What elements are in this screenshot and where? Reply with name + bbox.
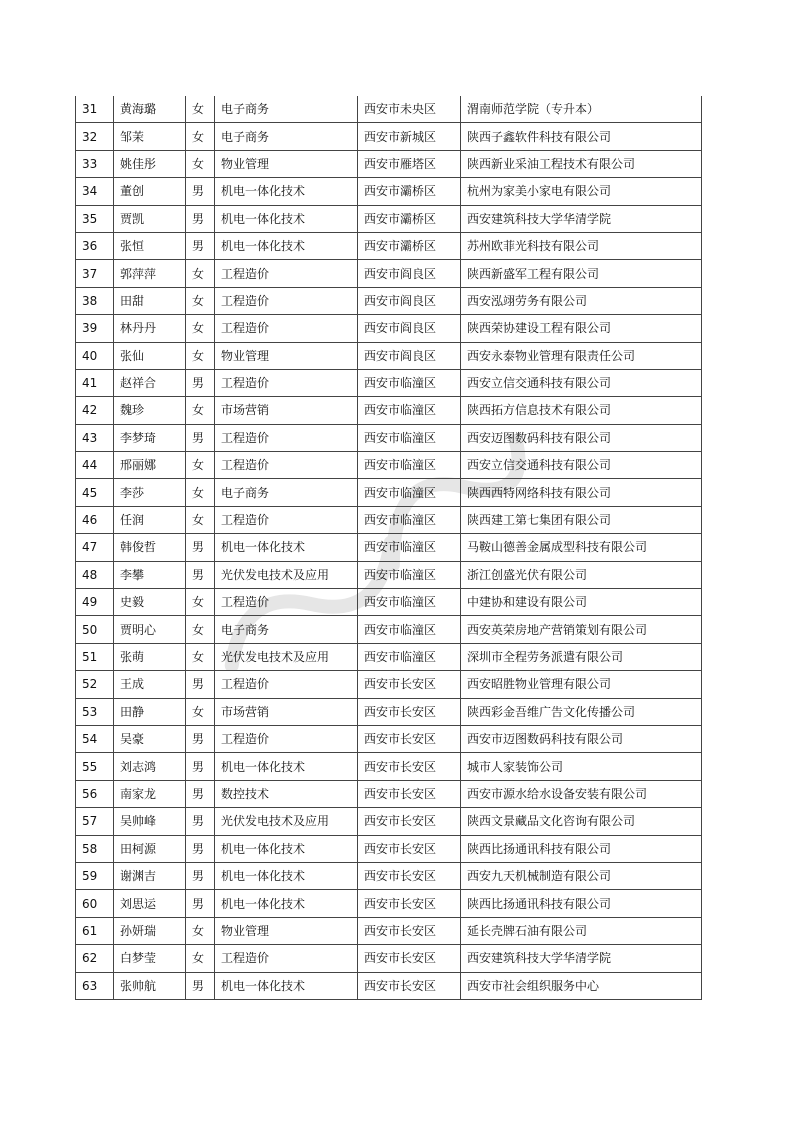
district-cell: 西安市长安区 bbox=[358, 780, 461, 807]
table-row bbox=[76, 917, 702, 944]
row-number-cell: 48 bbox=[76, 561, 114, 588]
gender-cell: 男 bbox=[186, 780, 215, 807]
student-name-cell: 谢渊吉 bbox=[114, 862, 186, 889]
employer-cell: 陕西彩金吾维广告文化传播公司 bbox=[461, 698, 702, 725]
table-row bbox=[76, 342, 702, 369]
table-row bbox=[76, 780, 702, 807]
district-cell: 西安市阎良区 bbox=[358, 287, 461, 314]
major-cell: 工程造价 bbox=[215, 671, 358, 698]
table-row bbox=[76, 178, 702, 205]
row-number-cell: 35 bbox=[76, 205, 114, 232]
major-cell: 电子商务 bbox=[215, 479, 358, 506]
gender-cell: 女 bbox=[186, 698, 215, 725]
table-row bbox=[76, 671, 702, 698]
employer-cell: 西安九天机械制造有限公司 bbox=[461, 862, 702, 889]
gender-cell: 女 bbox=[186, 917, 215, 944]
district-cell: 西安市灞桥区 bbox=[358, 178, 461, 205]
gender-cell: 男 bbox=[186, 862, 215, 889]
major-cell: 工程造价 bbox=[215, 424, 358, 451]
district-cell: 西安市长安区 bbox=[358, 890, 461, 917]
district-cell: 西安市阎良区 bbox=[358, 260, 461, 287]
roster-body bbox=[76, 96, 702, 999]
student-name-cell: 李梦琦 bbox=[114, 424, 186, 451]
gender-cell: 男 bbox=[186, 424, 215, 451]
student-name-cell: 刘志鸿 bbox=[114, 753, 186, 780]
employer-cell: 西安泓翊劳务有限公司 bbox=[461, 287, 702, 314]
employer-cell: 陕西拓方信息技术有限公司 bbox=[461, 397, 702, 424]
district-cell: 西安市雁塔区 bbox=[358, 150, 461, 177]
table-row bbox=[76, 890, 702, 917]
table-row bbox=[76, 616, 702, 643]
district-cell: 西安市灞桥区 bbox=[358, 232, 461, 259]
table-row bbox=[76, 506, 702, 533]
table-row bbox=[76, 534, 702, 561]
gender-cell: 女 bbox=[186, 643, 215, 670]
table-row bbox=[76, 150, 702, 177]
major-cell: 物业管理 bbox=[215, 150, 358, 177]
student-name-cell: 史毅 bbox=[114, 589, 186, 616]
table-row bbox=[76, 452, 702, 479]
major-cell: 机电一体化技术 bbox=[215, 232, 358, 259]
district-cell: 西安市长安区 bbox=[358, 698, 461, 725]
major-cell: 工程造价 bbox=[215, 452, 358, 479]
row-number-cell: 51 bbox=[76, 643, 114, 670]
district-cell: 西安市灞桥区 bbox=[358, 205, 461, 232]
row-number-cell: 41 bbox=[76, 369, 114, 396]
district-cell: 西安市阎良区 bbox=[358, 342, 461, 369]
gender-cell: 女 bbox=[186, 506, 215, 533]
student-name-cell: 林丹丹 bbox=[114, 315, 186, 342]
district-cell: 西安市临潼区 bbox=[358, 479, 461, 506]
table-row bbox=[76, 315, 702, 342]
student-name-cell: 白梦莹 bbox=[114, 945, 186, 972]
row-number-cell: 40 bbox=[76, 342, 114, 369]
employer-cell: 西安永泰物业管理有限责任公司 bbox=[461, 342, 702, 369]
district-cell: 西安市临潼区 bbox=[358, 397, 461, 424]
gender-cell: 男 bbox=[186, 890, 215, 917]
graduate-roster-table bbox=[75, 96, 702, 1000]
student-name-cell: 张帅航 bbox=[114, 972, 186, 999]
employer-cell: 陕西西特网络科技有限公司 bbox=[461, 479, 702, 506]
major-cell: 工程造价 bbox=[215, 287, 358, 314]
employer-cell: 西安市迈图数码科技有限公司 bbox=[461, 725, 702, 752]
major-cell: 机电一体化技术 bbox=[215, 862, 358, 889]
gender-cell: 女 bbox=[186, 96, 215, 123]
major-cell: 机电一体化技术 bbox=[215, 972, 358, 999]
employer-cell: 浙江创盛光伏有限公司 bbox=[461, 561, 702, 588]
employer-cell: 延长壳牌石油有限公司 bbox=[461, 917, 702, 944]
row-number-cell: 47 bbox=[76, 534, 114, 561]
row-number-cell: 53 bbox=[76, 698, 114, 725]
student-name-cell: 邢丽娜 bbox=[114, 452, 186, 479]
gender-cell: 女 bbox=[186, 123, 215, 150]
student-name-cell: 郭萍萍 bbox=[114, 260, 186, 287]
table-row bbox=[76, 753, 702, 780]
major-cell: 数控技术 bbox=[215, 780, 358, 807]
student-name-cell: 李莎 bbox=[114, 479, 186, 506]
major-cell: 工程造价 bbox=[215, 945, 358, 972]
table-row bbox=[76, 479, 702, 506]
district-cell: 西安市临潼区 bbox=[358, 561, 461, 588]
table-row bbox=[76, 589, 702, 616]
district-cell: 西安市临潼区 bbox=[358, 589, 461, 616]
major-cell: 工程造价 bbox=[215, 315, 358, 342]
gender-cell: 男 bbox=[186, 534, 215, 561]
district-cell: 西安市阎良区 bbox=[358, 315, 461, 342]
table-row bbox=[76, 397, 702, 424]
gender-cell: 男 bbox=[186, 671, 215, 698]
major-cell: 机电一体化技术 bbox=[215, 534, 358, 561]
row-number-cell: 60 bbox=[76, 890, 114, 917]
employer-cell: 西安立信交通科技有限公司 bbox=[461, 369, 702, 396]
major-cell: 市场营销 bbox=[215, 698, 358, 725]
row-number-cell: 50 bbox=[76, 616, 114, 643]
employer-cell: 西安英荣房地产营销策划有限公司 bbox=[461, 616, 702, 643]
major-cell: 电子商务 bbox=[215, 96, 358, 123]
row-number-cell: 52 bbox=[76, 671, 114, 698]
table-row bbox=[76, 808, 702, 835]
table-row bbox=[76, 424, 702, 451]
major-cell: 工程造价 bbox=[215, 369, 358, 396]
gender-cell: 女 bbox=[186, 589, 215, 616]
gender-cell: 男 bbox=[186, 972, 215, 999]
gender-cell: 男 bbox=[186, 753, 215, 780]
gender-cell: 女 bbox=[186, 452, 215, 479]
student-name-cell: 张萌 bbox=[114, 643, 186, 670]
major-cell: 机电一体化技术 bbox=[215, 890, 358, 917]
student-name-cell: 韩俊哲 bbox=[114, 534, 186, 561]
employer-cell: 西安建筑科技大学华清学院 bbox=[461, 945, 702, 972]
row-number-cell: 43 bbox=[76, 424, 114, 451]
employer-cell: 中建协和建设有限公司 bbox=[461, 589, 702, 616]
employer-cell: 陕西荣协建设工程有限公司 bbox=[461, 315, 702, 342]
gender-cell: 男 bbox=[186, 725, 215, 752]
table-row bbox=[76, 835, 702, 862]
row-number-cell: 62 bbox=[76, 945, 114, 972]
student-name-cell: 孙妍瑞 bbox=[114, 917, 186, 944]
major-cell: 工程造价 bbox=[215, 725, 358, 752]
student-name-cell: 田甜 bbox=[114, 287, 186, 314]
employer-cell: 陕西新业采油工程技术有限公司 bbox=[461, 150, 702, 177]
gender-cell: 女 bbox=[186, 287, 215, 314]
district-cell: 西安市临潼区 bbox=[358, 534, 461, 561]
student-name-cell: 田柯源 bbox=[114, 835, 186, 862]
district-cell: 西安市临潼区 bbox=[358, 643, 461, 670]
district-cell: 西安市临潼区 bbox=[358, 506, 461, 533]
student-name-cell: 赵祥合 bbox=[114, 369, 186, 396]
major-cell: 光伏发电技术及应用 bbox=[215, 561, 358, 588]
major-cell: 机电一体化技术 bbox=[215, 753, 358, 780]
district-cell: 西安市未央区 bbox=[358, 96, 461, 123]
table-row bbox=[76, 260, 702, 287]
gender-cell: 男 bbox=[186, 369, 215, 396]
student-name-cell: 南家龙 bbox=[114, 780, 186, 807]
row-number-cell: 38 bbox=[76, 287, 114, 314]
district-cell: 西安市长安区 bbox=[358, 808, 461, 835]
gender-cell: 男 bbox=[186, 835, 215, 862]
district-cell: 西安市长安区 bbox=[358, 917, 461, 944]
row-number-cell: 39 bbox=[76, 315, 114, 342]
row-number-cell: 54 bbox=[76, 725, 114, 752]
row-number-cell: 37 bbox=[76, 260, 114, 287]
row-number-cell: 45 bbox=[76, 479, 114, 506]
gender-cell: 女 bbox=[186, 315, 215, 342]
employer-cell: 西安建筑科技大学华清学院 bbox=[461, 205, 702, 232]
table-row bbox=[76, 972, 702, 999]
employer-cell: 陕西新盛军工程有限公司 bbox=[461, 260, 702, 287]
employer-cell: 西安迈图数码科技有限公司 bbox=[461, 424, 702, 451]
gender-cell: 女 bbox=[186, 397, 215, 424]
table-row bbox=[76, 287, 702, 314]
district-cell: 西安市临潼区 bbox=[358, 424, 461, 451]
row-number-cell: 46 bbox=[76, 506, 114, 533]
row-number-cell: 32 bbox=[76, 123, 114, 150]
row-number-cell: 49 bbox=[76, 589, 114, 616]
student-name-cell: 黄海璐 bbox=[114, 96, 186, 123]
employer-cell: 西安昭胜物业管理有限公司 bbox=[461, 671, 702, 698]
major-cell: 市场营销 bbox=[215, 397, 358, 424]
district-cell: 西安市临潼区 bbox=[358, 452, 461, 479]
major-cell: 机电一体化技术 bbox=[215, 178, 358, 205]
employer-cell: 陕西比扬通讯科技有限公司 bbox=[461, 835, 702, 862]
employer-cell: 苏州欧菲光科技有限公司 bbox=[461, 232, 702, 259]
row-number-cell: 34 bbox=[76, 178, 114, 205]
gender-cell: 男 bbox=[186, 205, 215, 232]
major-cell: 物业管理 bbox=[215, 917, 358, 944]
student-name-cell: 张恒 bbox=[114, 232, 186, 259]
table-row bbox=[76, 698, 702, 725]
district-cell: 西安市长安区 bbox=[358, 753, 461, 780]
major-cell: 工程造价 bbox=[215, 506, 358, 533]
employer-cell: 陕西建工第七集团有限公司 bbox=[461, 506, 702, 533]
gender-cell: 男 bbox=[186, 561, 215, 588]
student-name-cell: 魏珍 bbox=[114, 397, 186, 424]
employer-cell: 陕西子鑫软件科技有限公司 bbox=[461, 123, 702, 150]
row-number-cell: 44 bbox=[76, 452, 114, 479]
table-row bbox=[76, 232, 702, 259]
district-cell: 西安市临潼区 bbox=[358, 616, 461, 643]
student-name-cell: 吴豪 bbox=[114, 725, 186, 752]
district-cell: 西安市临潼区 bbox=[358, 369, 461, 396]
major-cell: 光伏发电技术及应用 bbox=[215, 643, 358, 670]
major-cell: 电子商务 bbox=[215, 616, 358, 643]
table-row bbox=[76, 643, 702, 670]
student-name-cell: 贾凯 bbox=[114, 205, 186, 232]
district-cell: 西安市长安区 bbox=[358, 725, 461, 752]
district-cell: 西安市长安区 bbox=[358, 862, 461, 889]
student-name-cell: 姚佳彤 bbox=[114, 150, 186, 177]
row-number-cell: 55 bbox=[76, 753, 114, 780]
student-name-cell: 任润 bbox=[114, 506, 186, 533]
gender-cell: 女 bbox=[186, 260, 215, 287]
row-number-cell: 31 bbox=[76, 96, 114, 123]
district-cell: 西安市新城区 bbox=[358, 123, 461, 150]
gender-cell: 女 bbox=[186, 479, 215, 506]
major-cell: 机电一体化技术 bbox=[215, 205, 358, 232]
student-name-cell: 吴帅峰 bbox=[114, 808, 186, 835]
employer-cell: 马鞍山德善金属成型科技有限公司 bbox=[461, 534, 702, 561]
major-cell: 物业管理 bbox=[215, 342, 358, 369]
district-cell: 西安市长安区 bbox=[358, 835, 461, 862]
district-cell: 西安市长安区 bbox=[358, 945, 461, 972]
row-number-cell: 58 bbox=[76, 835, 114, 862]
major-cell: 工程造价 bbox=[215, 589, 358, 616]
student-name-cell: 张仙 bbox=[114, 342, 186, 369]
gender-cell: 男 bbox=[186, 178, 215, 205]
student-name-cell: 董创 bbox=[114, 178, 186, 205]
student-name-cell: 刘思运 bbox=[114, 890, 186, 917]
major-cell: 工程造价 bbox=[215, 260, 358, 287]
employer-cell: 渭南师范学院（专升本） bbox=[461, 96, 702, 123]
employer-cell: 城市人家装饰公司 bbox=[461, 753, 702, 780]
student-name-cell: 贾明心 bbox=[114, 616, 186, 643]
employer-cell: 西安市社会组织服务中心 bbox=[461, 972, 702, 999]
major-cell: 光伏发电技术及应用 bbox=[215, 808, 358, 835]
gender-cell: 女 bbox=[186, 342, 215, 369]
gender-cell: 女 bbox=[186, 616, 215, 643]
table-row bbox=[76, 96, 702, 123]
table-row bbox=[76, 561, 702, 588]
student-name-cell: 邹茉 bbox=[114, 123, 186, 150]
major-cell: 机电一体化技术 bbox=[215, 835, 358, 862]
gender-cell: 男 bbox=[186, 232, 215, 259]
employer-cell: 陕西文景藏品文化咨询有限公司 bbox=[461, 808, 702, 835]
table-row bbox=[76, 725, 702, 752]
gender-cell: 男 bbox=[186, 808, 215, 835]
row-number-cell: 61 bbox=[76, 917, 114, 944]
student-name-cell: 田静 bbox=[114, 698, 186, 725]
major-cell: 电子商务 bbox=[215, 123, 358, 150]
row-number-cell: 56 bbox=[76, 780, 114, 807]
student-name-cell: 王成 bbox=[114, 671, 186, 698]
district-cell: 西安市长安区 bbox=[358, 972, 461, 999]
employer-cell: 深圳市全程劳务派遣有限公司 bbox=[461, 643, 702, 670]
row-number-cell: 57 bbox=[76, 808, 114, 835]
row-number-cell: 42 bbox=[76, 397, 114, 424]
table-row bbox=[76, 862, 702, 889]
row-number-cell: 63 bbox=[76, 972, 114, 999]
table-row bbox=[76, 945, 702, 972]
gender-cell: 女 bbox=[186, 945, 215, 972]
district-cell: 西安市长安区 bbox=[358, 671, 461, 698]
table-row bbox=[76, 123, 702, 150]
gender-cell: 女 bbox=[186, 150, 215, 177]
table-row bbox=[76, 205, 702, 232]
employer-cell: 陕西比扬通讯科技有限公司 bbox=[461, 890, 702, 917]
row-number-cell: 59 bbox=[76, 862, 114, 889]
employer-cell: 杭州为家美小家电有限公司 bbox=[461, 178, 702, 205]
table-row bbox=[76, 369, 702, 396]
row-number-cell: 33 bbox=[76, 150, 114, 177]
student-name-cell: 李攀 bbox=[114, 561, 186, 588]
employer-cell: 西安立信交通科技有限公司 bbox=[461, 452, 702, 479]
employer-cell: 西安市源水给水设备安装有限公司 bbox=[461, 780, 702, 807]
row-number-cell: 36 bbox=[76, 232, 114, 259]
